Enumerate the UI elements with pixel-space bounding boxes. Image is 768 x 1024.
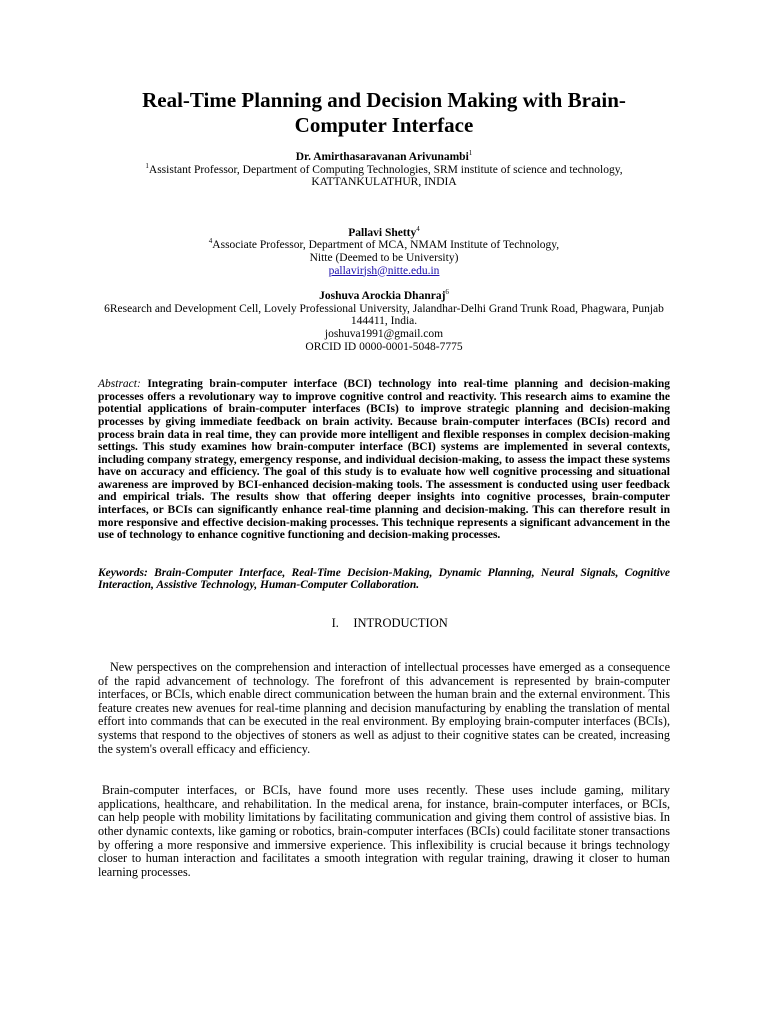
- author-block-2: [98, 224, 670, 277]
- section-heading-introduction: [98, 616, 670, 631]
- author-affiliation-line: 6Research and Development Cell, Lovely Professional University, Jalandhar-Delhi Grand Trunk Road, Phagwara, Punjab: [104, 302, 664, 315]
- author-sup: 1: [468, 149, 473, 158]
- body-paragraph: Brain-computer interfaces, or BCIs, have found more uses recently. These uses include gaming, military applications, healthcare, and rehabilitation. In the medical arena, for instance, brain-computer interfaces, or BCIs, can help people with mobility limitations by facilitating communication and giving them control of assistive bias. In other dynamic contexts, like gaming or robotics, brain-computer interfaces (BCIs) could facilitate stoner transactions by offering a more responsive and immersive experience. This inflexibility is crucial because it brings technology closer to human interaction and facilitates a smooth integration with regular training, drawing it closer to human learning processes.: [98, 783, 670, 879]
- abstract-label: Abstract:: [98, 378, 141, 391]
- author-orcid: ORCID ID 0000-0001-5048-7775: [305, 340, 463, 353]
- author-name: Joshuva Arockia Dhanraj: [319, 290, 446, 303]
- author-email-link[interactable]: pallavirjsh@nitte.edu.in: [328, 264, 440, 277]
- section-title: INTRODUCTION: [353, 616, 448, 631]
- author-block-1: [98, 151, 670, 189]
- author-affiliation-line: Nitte (Deemed to be University): [309, 251, 459, 264]
- author-sup: 6: [445, 288, 449, 297]
- author-name: Pallavi Shetty: [348, 226, 417, 239]
- paper-title: Real-Time Planning and Decision Making with Brain-Computer Interface: [142, 88, 626, 137]
- affiliation-sup: 1: [145, 161, 149, 170]
- author-affiliation-line: KATTANKULATHUR, INDIA: [311, 176, 457, 189]
- affiliation-sup: 4: [208, 237, 213, 246]
- author-block-3: [98, 290, 670, 353]
- author-name: Dr. Amirthasaravanan Arivunambi: [295, 151, 469, 163]
- author-affiliation: $^4$Associate Professor, Department of MCA, NMAM Institute of Technology,: [208, 237, 560, 252]
- author-email: joshuva1991@gmail.com: [324, 327, 444, 340]
- author-affiliation-line: 144411, India.: [350, 315, 418, 328]
- keywords: Keywords: Brain-Computer Interface, Real-Time Decision-Making, Dynamic Planning, Neural Signals, Cognitive Interaction, Assistive Technology, Human-Computer Collaboration.: [98, 566, 670, 592]
- abstract: [98, 378, 670, 542]
- abstract-text: Integrating brain-computer interface (BCI) technology into real-time planning and decision-making processes offers a revolutionary way to improve cognitive control and reactivity. This research aims to examine the potential applications of brain-computer interfaces (BCIs) to improve strategic planning and decision-making processes by giving immediate feedback on brain activity. Because brain-computer interfaces (BCIs) record and process brain data in real time, they can provide more intelligent and flexible responses in complex decision-making settings. This study examines how brain-computer interface (BCI) systems are implemented in several contexts, including company strategy, emergency response, and individual decision-making, to assess the impact these systems have on accuracy and efficiency. The goal of this study is to evaluate how well cognitive processing and situational awareness are improved by BCI-enhanced decision-making tools. The assessment is conducted using user feedback and empirical trials. The results show that offering deeper insights into cognitive processes, brain-computer interfaces, or BCIs can significantly enhance real-time planning and decision-making. This can therefore result in more responsive and effective decision-making processes. This technique represents a significant advancement in the use of technology to enhance cognitive functioning and decision-making processes.: [98, 378, 670, 542]
- author-affiliation: $^1$Assistant Professor, Department of Computing Technologies, SRM institute of science and technology,: [145, 161, 623, 176]
- body-paragraph: New perspectives on the comprehension and interaction of intellectual processes have emerged as a consequence of the rapid advancement of technology. The forefront of this advancement is represented by brain-computer interfaces, or BCIs, which enable direct communication between the human brain and the external environment. This feature creates new avenues for real-time planning and decision manufacturing by enabling the translation of mental effort into commands that can be executed in the real environment. By employing brain-computer interfaces (BCIs), systems that respond to the objectives of stoners as well as adjust to their cognitive states can be created, increasing the system's overall efficacy and efficiency.: [98, 660, 670, 756]
- section-number: I.: [331, 616, 339, 631]
- author-sup: 4: [416, 224, 420, 233]
